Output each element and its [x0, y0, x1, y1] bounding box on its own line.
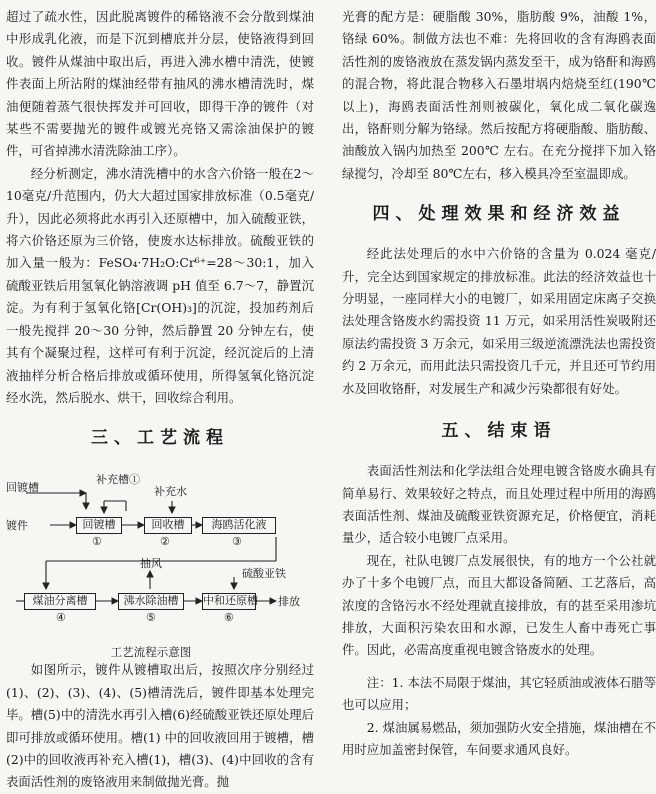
paragraph: 现在，社队电镀厂点发展很快，有的地方一个公社就办了十多个电镀厂点，而且大都设备简陋、工艺落后，高浓度的含铬污水不经处理就直接排放，有的甚至采用渗坑排放，大面积污染农田和水源，已发生人畜中毒死亡事件。因此，必需高度重视电镀含铬废水的处理。: [342, 552, 656, 658]
right-column: [342, 6, 656, 761]
label-plated-part: 镀件: [6, 519, 28, 533]
box-kerosene-separation: 煤油分离槽: [24, 593, 96, 610]
tank-number-6: ⑥: [224, 611, 234, 625]
paragraph: 经此法处理后的水中六价铬的含量为 0.024 毫克/升，完全达到国家规定的排放标准。此法的经济效益也十分明显，一座同样大小的电镀厂，如采用固定床离子交换法处理含铬废水约需投资 11 万元，如采用活性炭吸附还原法约需投资 3 万余元，如采用三级逆流漂洗法也需投资约 2 万余元，而用此法只需投资几千元，并且还可节约用水及回收铬酐，对发展生产和减少污染都很有好处。: [342, 246, 656, 396]
paragraph: 经分析测定，沸水清洗槽中的水含六价铬一般在2～10毫克/升范围内，仍大大超过国家排放标准（0.5毫克/升），因此必须将此水再引入还原槽中，加入硫酸亚铁，将六价铬还原为三价铬，使废水达标排放。硫酸亚铁的加入量一般为：FeSO₄·7H₂O:Cr⁶⁺=28～30:1，加入硫酸亚铁后用氢氧化钠溶液调 pH 值至 6.7～7，静置沉淀。为有利于氢氧化铬[Cr(OH)₃]的沉淀，投加药剂后一般先搅拌 20～30 分钟，然后静置 20 分钟左右，使其有个凝聚过程，这样可有利于沉淀，经沉淀后的上清液抽样分析合格后排放或循环使用，所得氢氧化铬沉淀经水洗，然后脱水、烘干，回收综合利用。: [6, 165, 314, 405]
label-replenish-tank: 补充槽①: [96, 473, 140, 487]
label-discharge: 排放: [278, 595, 300, 609]
tank-number-1: ①: [92, 535, 102, 549]
section-4-title: 四、处理效果和经济效益: [372, 204, 626, 225]
box-boiling-wash: 沸水除油槽: [118, 593, 184, 610]
box-plating-tank: 回镀槽: [76, 517, 122, 534]
section-5-title: 五、结束语: [441, 421, 557, 442]
box-seabird-activation: 海鸥活化液: [202, 517, 276, 534]
paragraph: 如图所示，镀件从镀槽取出后，按照次序分别经过(1)、(2)、(3)、(4)、(5)槽清洗后，镀件即基本处理完毕。槽(5)中的清洗水再引入槽(6)经硫酸亚铁还原处理后即可排放或循环使用。槽(1) 中的回收液回用于镀槽，槽(2)中的回收液再补充入槽(1)，槽(3)、(4)中回收的含有表面活性剂的废铬液用来制做抛光膏。抛: [6, 662, 314, 790]
box-neutral-reduction: 中和还原槽: [202, 593, 256, 610]
section-3-title: 三、工艺流程: [91, 428, 229, 449]
tank-number-5: ⑤: [146, 611, 156, 625]
label-ferrous-sulfate: 硫酸亚铁: [242, 567, 286, 581]
process-flow-diagram: [6, 471, 314, 659]
tank-number-4: ④: [56, 611, 66, 625]
paragraph: 光膏的配方是：硬脂酸 30%，脂肪酸 9%，油酸 1%，铬绿 60%。制做方法也不难：先将回收的含有海鸥表面活性剂的废铬液放在蒸发锅内蒸发至干，成为铬酐和海鸥的混合物，将此混合物移入石墨坩埚内焙烧至红(190℃以上)，海鸥表面活性剂则被碳化，氧化成二氧化碳逸出，铬酐则分解为铬绿。然后按配方将硬脂酸、脂肪酸、油酸放入锅内加热至 200℃ 左右。在充分搅拌下加入铬绿搅匀，冷却至 80℃左右，移入模具冷至室温即成。: [342, 9, 656, 181]
note-2: 2. 煤油属易燃品，须加强防火安全措施，煤油槽在不用时应加盖密封保管，车间要求通风良好。: [342, 719, 656, 757]
tank-number-3: ③: [232, 535, 242, 549]
figure-caption: 工艺流程示意图: [110, 645, 192, 660]
left-column: [6, 6, 314, 794]
note-1: 注：1. 本法不局限于煤油，其它轻质油或液体石腊等也可以应用；: [342, 674, 656, 713]
label-exhaust: 抽风: [140, 557, 162, 571]
paragraph: 超过了疏水性，因此脱离镀件的稀铬液不会分散到煤油中形成乳化液，而是下沉到槽底并分层，使铬液得到回收。镀件从煤油中取出后，再进入沸水槽中清洗，使镀件表面上所沾附的煤油经带有抽风的沸水槽清洗时，煤油便随着蒸气很快挥发并可回收，即得干净的镀件（对某些不需要抛光的镀件或镀光亮铬又需涂油保护的镀件，可省掉沸水清洗除油工序）。: [6, 9, 314, 159]
label-makeup-water: 补充水: [154, 485, 187, 499]
tank-number-2: ②: [160, 535, 170, 549]
box-recovery-tank: 回收槽: [144, 517, 192, 534]
paragraph: 表面活性剂法和化学法组合处理电镀含铬废水确具有简单易行、效果较好之特点，而且处理过程中所用的海鸥表面活性剂、煤油及硫酸亚铁资源充足，价格便宜，消耗量少，适合较小电镀厂点采用。: [342, 463, 656, 546]
label-return-tank: 回镀槽: [6, 481, 39, 495]
